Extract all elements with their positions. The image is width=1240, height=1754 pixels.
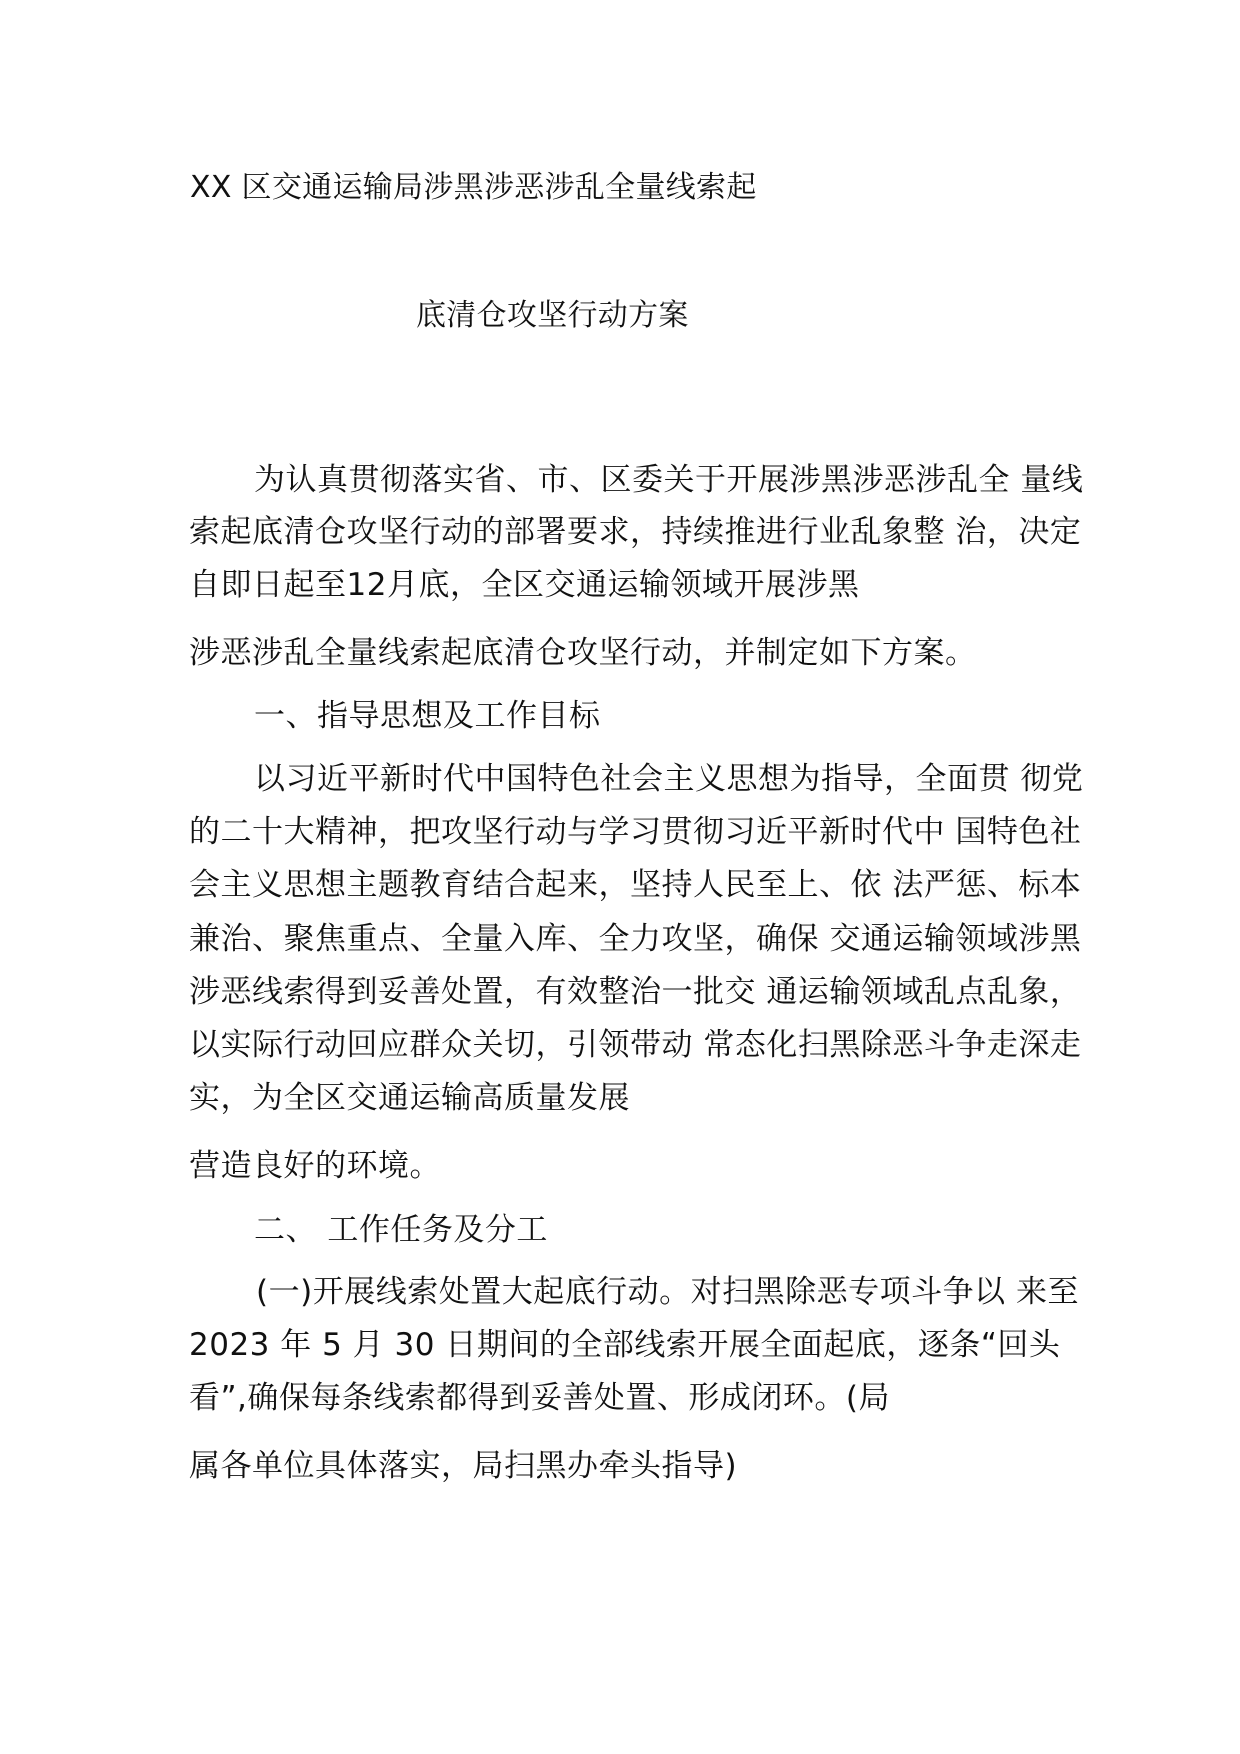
section-2-heading: 二、 工作任务及分工 — [254, 1212, 548, 1248]
section-1-line-3: 会主义思想主题教育结合起来，坚持人民至上、依 法严惩、标本 — [189, 867, 1082, 903]
intro-line-3: 自即日起至12月底，全区交通运输领域开展涉黑 — [189, 567, 860, 603]
section-1-line-6: 以实际行动回应群众关切，引领带动 常态化扫黑除恶斗争走深走 — [189, 1027, 1082, 1063]
intro-line-1: 为认真贯彻落实省、市、区委关于开展涉黑涉恶涉乱全 量线 — [254, 462, 1084, 498]
intro-line-4: 涉恶涉乱全量线索起底清仓攻坚行动，并制定如下方案。 — [189, 635, 977, 671]
section-2-line-4: 属各单位具体落实，局扫黑办牵头指导) — [189, 1448, 738, 1484]
section-1-heading: 一、指导思想及工作目标 — [254, 698, 601, 734]
intro-line-2: 索起底清仓攻坚行动的部署要求，持续推进行业乱象整 治，决定 — [189, 514, 1082, 550]
section-1-line-2: 的二十大精神，把攻坚行动与学习贯彻习近平新时代中 国特色社 — [189, 814, 1082, 850]
section-1-line-8: 营造良好的环境。 — [189, 1148, 441, 1184]
title-line-2: 底清仓攻坚行动方案 — [416, 298, 689, 333]
section-1-line-4: 兼治、聚焦重点、全量入库、全力攻坚，确保 交通运输领域涉黑 — [189, 921, 1082, 957]
section-2-line-3: 看”,确保每条线索都得到妥善处置、形成闭环。(局 — [189, 1380, 891, 1416]
section-2-line-1: (一)开展线索处置大起底行动。对扫黑除恶专项斗争以 来至 — [256, 1274, 1080, 1310]
title-line-1: XX 区交通运输局涉黑涉恶涉乱全量线索起 — [190, 170, 757, 205]
section-1-line-5: 涉恶线索得到妥善处置，有效整治一批交 通运输领域乱点乱象， — [189, 974, 1082, 1010]
section-1-line-7: 实，为全区交通运输高质量发展 — [189, 1080, 630, 1116]
section-1-line-1: 以习近平新时代中国特色社会主义思想为指导，全面贯 彻党 — [254, 761, 1084, 797]
section-2-line-2: 2023 年 5 月 30 日期间的全部线索开展全面起底，逐条“回头 — [189, 1327, 1061, 1363]
